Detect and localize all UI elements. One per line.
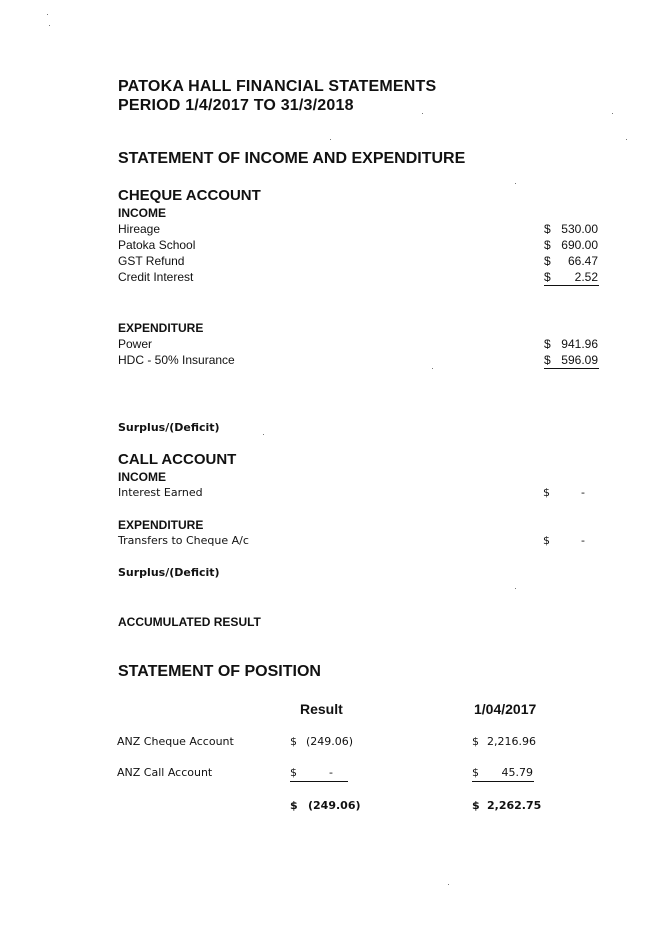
subtotal-underline: [544, 285, 599, 286]
subtotal-underline: [472, 781, 534, 782]
subtotal-underline: [290, 781, 348, 782]
expenditure-item-label: Power: [118, 337, 153, 351]
scan-speck: [330, 139, 331, 140]
income-item-label: Hireage: [118, 222, 161, 236]
expenditure-item-amount: -: [581, 534, 585, 547]
expenditure-item-amount: 596.09: [561, 353, 598, 367]
income-item-label: Patoka School: [118, 238, 196, 252]
total-result: (249.06): [308, 799, 361, 812]
call-expenditure-heading: EXPENDITURE: [118, 518, 204, 532]
income-item-amount: 66.47: [567, 254, 598, 268]
call-surplus-label: Surplus/(Deficit): [118, 566, 220, 579]
cheque-income-heading: INCOME: [118, 206, 166, 220]
currency-symbol: $: [544, 238, 551, 252]
currency-symbol: $: [290, 735, 297, 748]
currency-symbol: $: [544, 222, 551, 236]
income-statement-title: STATEMENT OF INCOME AND EXPENDITURE: [118, 150, 466, 167]
column-header-prior: 1/04/2017: [474, 701, 537, 717]
income-item-label: Credit Interest: [118, 270, 194, 284]
income-item-amount: -: [581, 486, 585, 499]
scan-speck: [47, 14, 48, 15]
scan-speck: [515, 588, 516, 589]
document-period: PERIOD 1/4/2017 TO 31/3/2018: [118, 97, 354, 114]
income-item-amount: 530.00: [561, 222, 598, 236]
scan-speck: [626, 139, 627, 140]
currency-symbol: $: [543, 534, 550, 547]
currency-symbol: $: [290, 799, 298, 812]
accumulated-result-label: ACCUMULATED RESULT: [118, 615, 261, 629]
expenditure-item-label: Transfers to Cheque A/c: [118, 534, 249, 547]
document-title: PATOKA HALL FINANCIAL STATEMENTS: [118, 78, 437, 95]
currency-symbol: $: [544, 254, 551, 268]
currency-symbol: $: [544, 353, 551, 367]
call-income-heading: INCOME: [118, 470, 166, 484]
currency-symbol: $: [472, 735, 479, 748]
income-item-label: GST Refund: [118, 254, 185, 268]
cheque-expenditure-heading: EXPENDITURE: [118, 321, 204, 335]
scan-speck: [612, 113, 613, 114]
position-row-result: -: [329, 766, 333, 779]
position-row-result: (249.06): [306, 735, 354, 748]
income-item-amount: 2.52: [574, 270, 598, 284]
expenditure-item-amount: 941.96: [561, 337, 598, 351]
position-row-label: ANZ Cheque Account: [117, 735, 234, 748]
call-account-title: CALL ACCOUNT: [118, 451, 237, 468]
scan-speck: [49, 25, 50, 26]
total-prior: 2,262.75: [487, 799, 542, 812]
income-item-label: Interest Earned: [118, 486, 203, 499]
column-header-result: Result: [300, 701, 343, 717]
subtotal-underline: [544, 368, 599, 369]
scan-speck: [263, 434, 264, 435]
currency-symbol: $: [544, 270, 551, 284]
position-row-label: ANZ Call Account: [117, 766, 213, 779]
scan-speck: [448, 884, 449, 885]
position-statement-title: STATEMENT OF POSITION: [118, 663, 321, 680]
expenditure-item-label: HDC - 50% Insurance: [118, 353, 235, 367]
cheque-surplus-label: Surplus/(Deficit): [118, 421, 220, 434]
scan-speck: [432, 368, 433, 369]
scan-speck: [515, 183, 516, 184]
currency-symbol: $: [472, 766, 479, 779]
income-item-amount: 690.00: [561, 238, 598, 252]
currency-symbol: $: [543, 486, 550, 499]
scan-speck: [422, 113, 423, 114]
position-row-prior: 2,216.96: [487, 735, 536, 748]
cheque-account-title: CHEQUE ACCOUNT: [118, 187, 261, 204]
currency-symbol: $: [290, 766, 297, 779]
position-row-prior: 45.79: [501, 766, 533, 779]
currency-symbol: $: [472, 799, 480, 812]
currency-symbol: $: [544, 337, 551, 351]
